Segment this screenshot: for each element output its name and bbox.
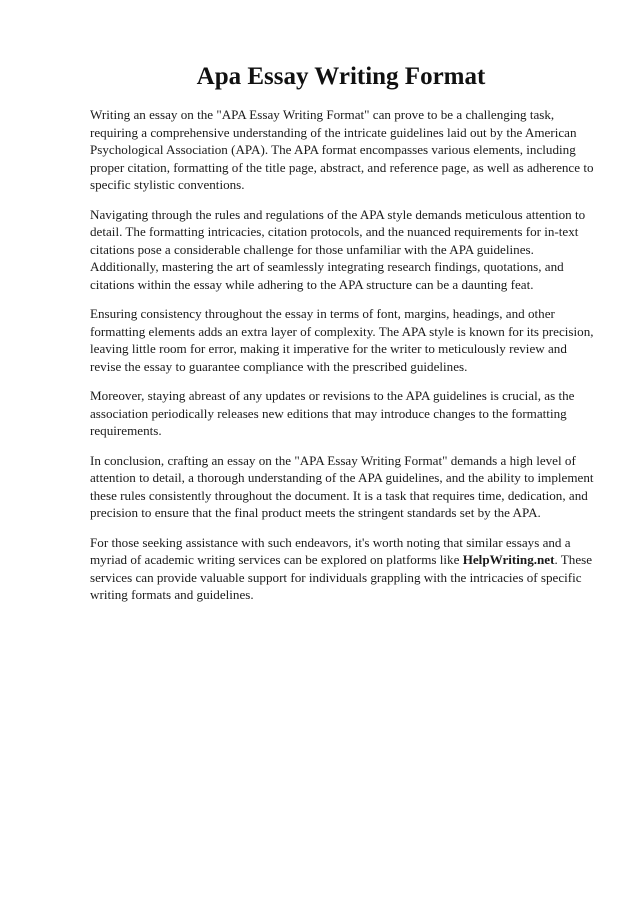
paragraph-consistency: Ensuring consistency throughout the essay in terms of font, margins, headings, and other formatting elements adds an extra layer of complexity. The APA style is known for its precision, leaving little room for error, making it imperative for the writer to meticulously review and revise the essay to guarantee compliance with the prescribed guidelines. <box>90 306 594 374</box>
paragraph-navigating: Navigating through the rules and regulations of the APA style demands meticulous attention to detail. The formatting intricacies, citation protocols, and the nuanced requirements for in-text citations pose a considerable challenge for those unfamiliar with the APA guidelines. Additionally, mastering the art of seamlessly integrating research findings, quotations, and citations within the essay while adhering to the APA structure can be a daunting feat. <box>90 206 586 292</box>
paragraph-conclusion: In conclusion, crafting an essay on the "APA Essay Writing Format" demands a high level of attention to detail, a thorough understanding of the APA guidelines, and the ability to implement these rules consistently throughout the document. It is a task that requires time, dedication, and precision to ensure that the final product meets the stringent standards set by the APA. <box>90 452 594 520</box>
paragraph-assistance <box>90 534 600 604</box>
helpwriting-link[interactable]: HelpWriting.net <box>462 552 555 567</box>
document-body <box>90 106 600 616</box>
document-title: Apa Essay Writing Format <box>196 63 486 90</box>
paragraph-intro: Writing an essay on the "APA Essay Writing Format" can prove to be a challenging task, requiring a comprehensive understanding of the intricate guidelines laid out by the American Psychological Association (APA). The APA format encompasses various elements, including proper citation, formatting of the title page, abstract, and reference page, as well as adherence to specific stylistic conventions. <box>90 107 594 192</box>
assistance-text-before: For those seeking assistance with such endeavors, it's worth noting that similar essays and a myriad of academic writing services can be explored on platforms like <box>90 534 571 567</box>
assistance-text-after: . These services can provide valuable support for individuals grappling with the intricacies of specific writing formats and guidelines. <box>90 552 593 602</box>
paragraph-updates: Moreover, staying abreast of any updates or revisions to the APA guidelines is crucial, as the association periodically releases new editions that may introduce changes to the formatting requirements. <box>90 388 575 438</box>
